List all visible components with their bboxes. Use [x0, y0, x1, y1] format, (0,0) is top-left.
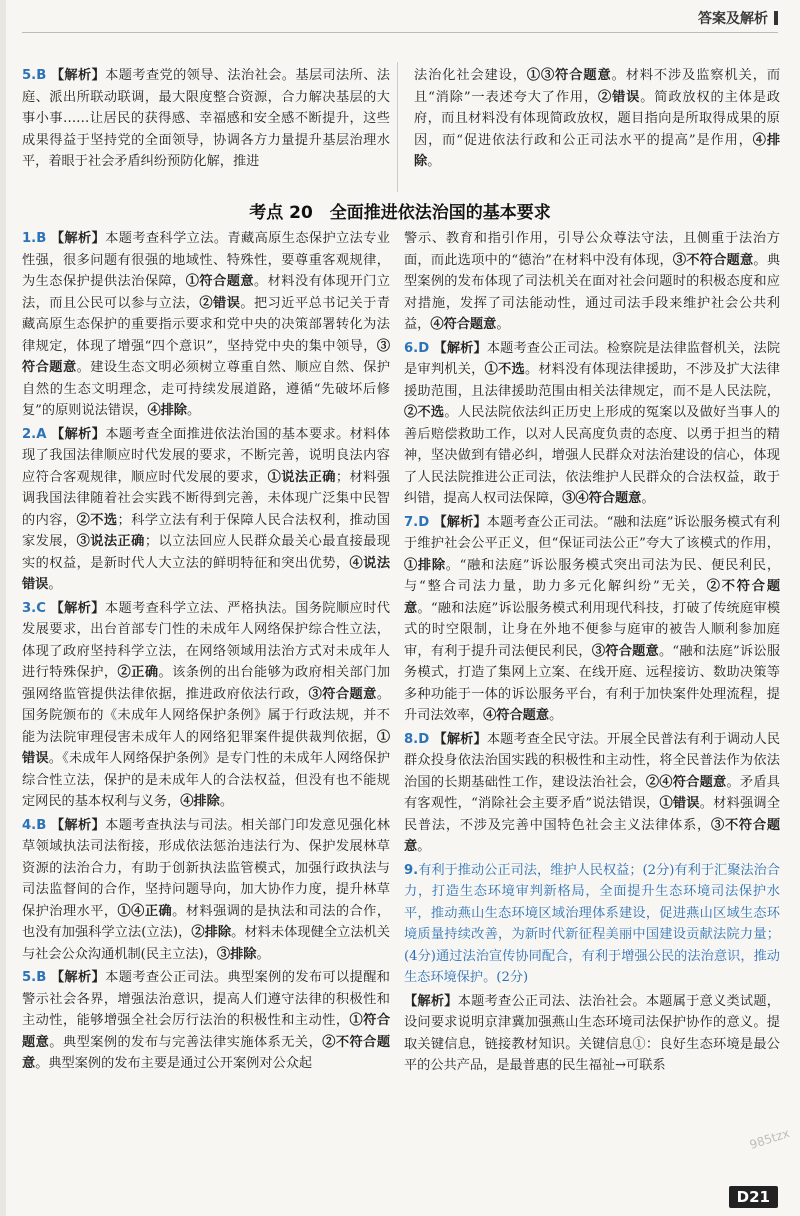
- text: 警示、教育和指引作用，引导公众尊法守法，且侧重于法治方面，而此选项中的“德治”在材料中没有体现，: [404, 231, 780, 268]
- verdict: ②④符合题意: [645, 774, 727, 790]
- page-edge-stripe: [0, 0, 6, 1216]
- answer-6: [404, 338, 780, 510]
- column-divider: [397, 62, 398, 192]
- top-left-column: [22, 65, 390, 175]
- answer-5: [22, 967, 390, 1075]
- analysis-tag: 【解析】: [50, 817, 106, 833]
- item-number: 2.: [22, 426, 37, 442]
- verdict: ②不选: [404, 405, 445, 420]
- text: 。该条例的出台能够为政府相关部门加强网络监管提供法律依据，推进政府依法行政，: [22, 665, 391, 702]
- text: 本题考查公正司法。“融和法庭”诉讼服务模式有利于维护社会公平正义，但“保证司法公正”夸大了该模式的作用，: [404, 514, 781, 551]
- item-number: 7.: [404, 514, 419, 530]
- analysis-tag: 【解析】: [433, 340, 487, 356]
- reference-answer: 有利于推动公正司法，维护人民权益；(2分)有利于汇聚法治合力，打造生态环境审判新格局，全面提升生态环境司法保护水平，推动燕山生态环境区域治理体系建设，促进燕山区域生态环境质量持续改善，为新时代新征程美丽中国建设贡献法院力量；(4分)通过法治宣传协同配合，有利于增强公民的法治意识，推动生态环境保护。(2分): [404, 862, 780, 985]
- item-answer: D: [418, 340, 430, 356]
- item-answer: D: [418, 514, 430, 530]
- text: ；科学立法有利于保障人民合法权利，推动国家发展，: [22, 512, 391, 549]
- text: 。材料没有体现开门立法，而且公民可以参与立法，: [22, 274, 391, 311]
- text: 。: [496, 317, 510, 332]
- item-answer: B: [36, 231, 47, 246]
- text: 。典型案例的发布体现了司法机关在面对社会问题时的积极态度和应对措施，发挥了司法能动性，通过司法手段来维护社会公共利益，: [404, 252, 781, 332]
- text: 。: [48, 577, 62, 592]
- verdict: ④排除: [414, 132, 781, 169]
- text: 。: [427, 154, 441, 169]
- text: ；材料强调我国法律随着社会实践不断得到完善，未体现广泛集中民智的内容，: [22, 469, 391, 528]
- verdict: ②不选: [76, 512, 118, 528]
- answer-1: [22, 228, 390, 422]
- text: 。“融和法庭”诉讼服务模式突出司法为民、便民利民，与“整合司法力量，助力多元化解纠纷”无关，: [404, 557, 781, 594]
- analysis-text: 本题考查公正司法、法治社会。本题属于意义类试题，设问要求说明京津冀加强燕山生态环境司法保护协作的意义。提取关键信息，链接教材知识。关键信息①：良好生态环境是最公平的公共产品，是最普惠的民生福祉→可联系: [404, 993, 780, 1073]
- verdict: ④排除: [147, 403, 187, 418]
- text: 。材料不涉及监察机关，而且“消除”一表述夸大了作用，: [414, 68, 781, 105]
- answer-8: [404, 729, 780, 858]
- answer-9-analysis: [404, 991, 780, 1077]
- section-title: 考点 20 全面推进依法治国的基本要求: [249, 203, 551, 223]
- item-answer: B: [36, 970, 47, 985]
- text: 本题考查全民守法。开展全民普法有利于调动人民群众投身依法治国实践的积极性和主动性，将全民普法作为依法治国的长期基础性工作，建设法治社会，: [404, 731, 781, 790]
- item-answer: A: [36, 426, 47, 442]
- text: 。: [417, 839, 431, 854]
- verdict: ③排除: [216, 946, 257, 962]
- verdict: ③不符合题意: [404, 817, 781, 854]
- text: 。: [256, 946, 270, 962]
- verdict: ①符合题意: [185, 274, 254, 289]
- answer-3: [22, 598, 390, 813]
- item-number: 5.: [22, 970, 37, 985]
- verdict: ①错误: [22, 729, 390, 766]
- verdict: ②错误: [598, 89, 641, 105]
- analysis-tag: 【解析】: [50, 600, 105, 616]
- verdict: ④排除: [180, 794, 220, 809]
- text: 。: [549, 708, 563, 723]
- analysis-tag: 【解析】: [404, 993, 458, 1009]
- page-header: [698, 8, 778, 28]
- verdict: ③符合题意: [308, 686, 377, 702]
- answer-5-prev: [22, 65, 390, 173]
- text: 本题考查公正司法。典型案例的发布可以提醒和警示社会各界，增强法治意识，提高人们遵守法律的积极性和主动性，能够增强全社会厉行法治的积极性和主动性，: [22, 970, 390, 1028]
- text: 。: [219, 794, 233, 809]
- text: 。: [641, 491, 655, 506]
- analysis-tag: 【解析】: [51, 426, 106, 442]
- answer-5-prev-cont: [414, 65, 780, 173]
- analysis-text: 本题考查党的领导、法治社会。基层司法所、法庭、派出所联动联调，最大限度整合资源，合力解决基层的大事小事……让居民的获得感、幸福感和安全感不断提升，这些成果得益于坚持党的全面领导，协调各方力量提升基层治理水平，着眼于社会矛盾纠纷预防化解，推进: [22, 68, 390, 169]
- verdict: ②排除: [191, 925, 232, 940]
- item-answer: B: [36, 817, 47, 833]
- verdict: ②错误: [199, 295, 241, 311]
- item-number: 4.: [22, 817, 37, 833]
- item-number: 9.: [404, 862, 419, 878]
- text: 。材料没有体现法律援助，不涉及扩大法律援助范围，且法律援助范围由相关法律规定，而不是人民法院，: [404, 362, 780, 399]
- text: 。: [187, 403, 201, 418]
- text: 本题考查执法与司法。相关部门印发意见强化林草领域执法司法衔接，形成依法惩治违法行为、保护发展林草资源的法治合力，有助于创新执法监管模式，加强行政执法与司法监督间的合作，坚持问题导向，加大协作力度，提升林草保护治理水平，: [22, 817, 390, 919]
- text: 本题考查公正司法。检察院是法律监督机关，法院是审判机关，: [404, 340, 781, 377]
- text: 。典型案例的发布主要是通过公开案例对公众起: [35, 1056, 313, 1071]
- header-rule: [22, 32, 778, 33]
- text: 本题考查科学立法、严格执法。国务院顺应时代发展要求，出台首部专门性的未成年人网络保护综合性立法，体现了政府坚持科学立法，在网络领域用法治方式对未成年人进行特殊保护，: [22, 600, 390, 680]
- verdict: ①④正确: [117, 903, 173, 919]
- text: 。《未成年人网络保护条例》是专门性的未成年人网络保护综合性立法，保护的是未成年人的合法权益，但没有也不能规定网民的基本权利与义务，: [22, 751, 391, 809]
- text: 法治化社会建设，: [414, 68, 527, 83]
- verdict: ①不选: [484, 362, 525, 377]
- analysis-tag: 【解析】: [50, 231, 106, 246]
- item-answer: D: [418, 731, 430, 747]
- verdict: ①符合题意: [22, 1013, 391, 1050]
- watermark: 985tzx: [747, 1126, 792, 1152]
- header-bar: [774, 11, 778, 25]
- verdict: ①排除: [404, 557, 446, 573]
- verdict: ③④符合题意: [562, 491, 642, 506]
- verdict: ④符合题意: [483, 708, 550, 723]
- text: 。建设生态文明必须树立尊重自然、顺应自然、保护自然的生态文明理念，走可持续发展道路，遵循“先破坏后修复”的原则说法错误，: [22, 360, 391, 418]
- verdict: ④说法错误: [22, 555, 391, 592]
- text: 。人民法院依法纠正历史上形成的冤案以及做好当事人的善后赔偿救助工作，以对人民高度负责的态度、以勇于担当的精神，坚决做到有错必纠，增强人民群众对法治建设的信心，体现了人民法院推进公正司法，依法维护人民群众的合法权益，敢于纠错，提高人权司法保障，: [404, 405, 780, 506]
- text: 本题考查全面推进依法治国的基本要求。材料体现了我国法律顺应时代发展的要求，不断完善，说明良法内容应符合客观规律，顺应时代发展的要求，: [22, 426, 391, 485]
- verdict: ①③符合题意: [526, 68, 612, 83]
- text: 。“融和法庭”诉讼服务模式利用现代科技，打破了传统庭审模式的时空限制，让身在外地不便参与庭审的被告人顺利参加庭审，有利于提升司法便民利民，: [404, 600, 781, 659]
- item-number: 6.: [404, 340, 419, 356]
- item-number: 3.: [22, 600, 37, 616]
- item-answer: B: [36, 68, 47, 83]
- text: 。矛盾具有客观性，“消除社会主要矛盾”说法错误，: [404, 774, 780, 811]
- verdict: ③不符合题意: [672, 252, 754, 268]
- top-right-column: [414, 65, 780, 175]
- verdict: ④符合题意: [430, 317, 497, 332]
- item-answer: C: [36, 600, 46, 616]
- text: 。材料未体现健全立法机关与社会公众沟通机制(民主立法)，: [22, 925, 391, 962]
- item-number: 8.: [404, 731, 419, 747]
- text: 。国务院颁布的《未成年人网络保护条例》属于行政法规，并不能为法院审理侵害未成年人的网络犯罪案件提供裁判依据，: [22, 686, 390, 745]
- verdict: ③符合题意: [591, 643, 659, 659]
- text: 。材料强调全民普法，不涉及完善中国特色社会主义法律体系，: [404, 796, 781, 833]
- text: 。典型案例的发布与完善法律实施体系无关，: [49, 1034, 323, 1050]
- analysis-tag: 【解析】: [50, 68, 106, 83]
- verdict: ①错误: [659, 796, 700, 811]
- left-main-column: [22, 228, 390, 1077]
- analysis-tag: 【解析】: [433, 514, 487, 530]
- verdict: ②正确: [117, 665, 159, 680]
- analysis-tag: 【解析】: [433, 731, 487, 747]
- verdict: ②不符合题意: [22, 1034, 391, 1071]
- answer-2: [22, 424, 390, 596]
- text: ；以立法回应人民群众最关心最直接最现实的权益，是新时代人大立法的鲜明特征和突出优势，: [22, 534, 391, 571]
- page-number: D21: [729, 1186, 778, 1208]
- text: 。“融和法庭”诉讼服务模式，打造了集网上立案、在线开庭、远程接访、数助决策等多种功能于一体的诉讼服务平台，有利于加快案件处理流程，提升司法效率，: [404, 643, 781, 723]
- text: 。把习近平总书记关于青藏高原生态保护的重要指示要求和党中央的决策部署转化为法律规定，体现了增强“四个意识”，坚持党中央的集中领导，: [22, 295, 391, 354]
- verdict: ③说法正确: [76, 534, 145, 549]
- answer-9: [404, 860, 780, 989]
- answer-7: [404, 512, 780, 727]
- verdict: ③符合题意: [22, 338, 390, 375]
- item-number: 1.: [22, 231, 37, 246]
- answer-4: [22, 815, 390, 966]
- text: 。材料强调的是执法和司法的合作，也没有加强科学立法(立法)，: [22, 903, 391, 940]
- text: 本题考查科学立法。青藏高原生态保护立法专业性强，很多问题有很强的地域性、特殊性，要尊重客观规律，为生态保护提供法治保障，: [22, 231, 390, 289]
- verdict: ②不符合题意: [404, 579, 781, 616]
- text: 。简政放权的主体是政府，而且材料没有体现简政放权，题目指向是所取得成果的原因，而“促进依法行政和公正司法水平的提高”是作用，: [414, 89, 781, 148]
- item-number: 5.: [22, 68, 37, 83]
- analysis-tag: 【解析】: [50, 970, 106, 985]
- answer-5-cont: [404, 228, 780, 336]
- verdict: ①说法正确: [267, 469, 336, 485]
- header-title: 答案及解析: [698, 11, 768, 27]
- right-main-column: [404, 228, 780, 1079]
